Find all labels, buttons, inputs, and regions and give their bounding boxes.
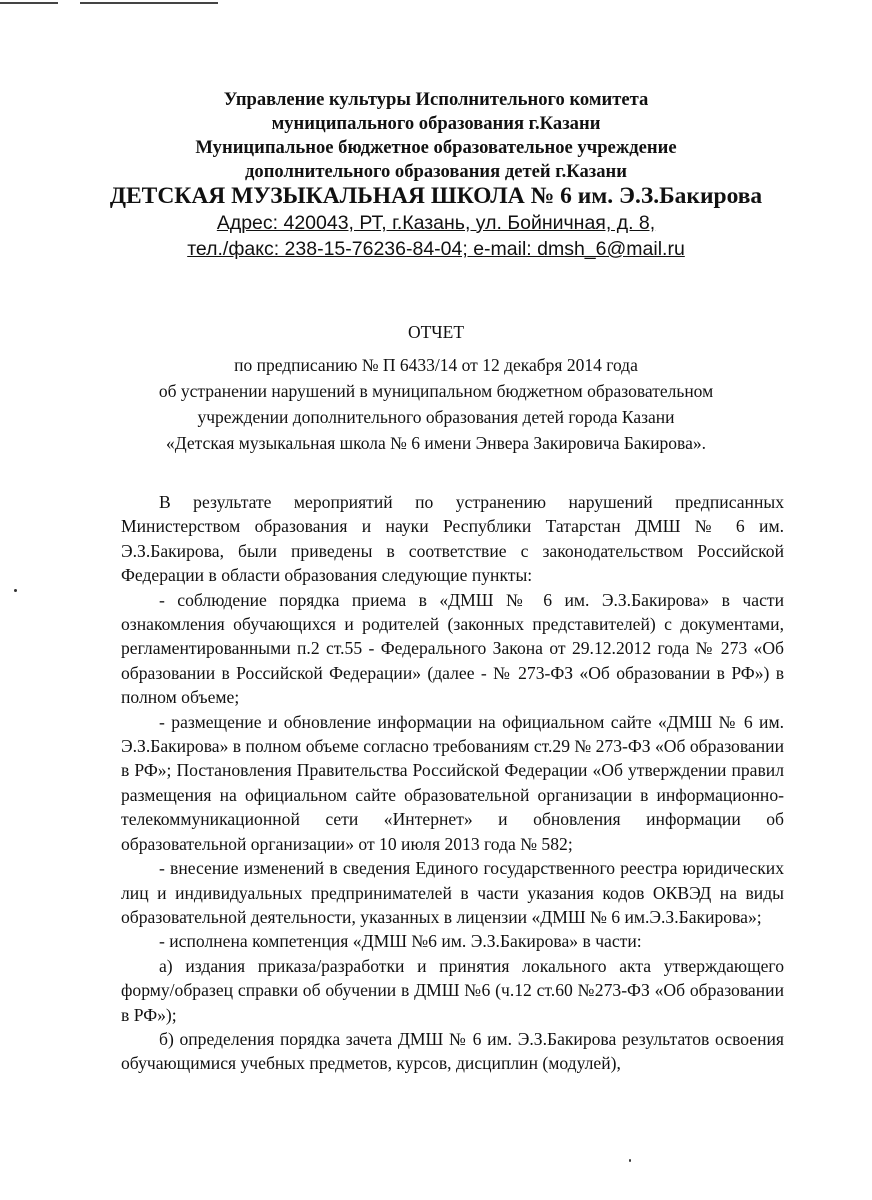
intro-paragraph: В результате мероприятий по устранению нарушений предписанных Министерством образования и науки Республики Татарстан ДМШ № 6 им. Э.З.Бакирова, были приведены в соответствие с законодательством Российской Федерации в области образования следующие пункты: <box>121 492 784 586</box>
report-body <box>121 490 784 1076</box>
scan-speck <box>629 1159 631 1162</box>
item-competence-a: а) издания приказа/разработки и принятия локального акта утверждающего форму/образец справки об обучении в ДМШ №6 (ч.12 ст.60 №273-ФЗ «Об образовании в РФ»); <box>121 955 784 1025</box>
letterhead <box>0 88 872 184</box>
report-subtitle-line: учреждении дополнительного образования детей города Казани <box>197 407 675 427</box>
report-title: ОТЧЕТ <box>407 322 465 342</box>
school-name: ДЕТСКАЯ МУЗЫКАЛЬНАЯ ШКОЛА № 6 им. Э.З.Бакирова <box>109 183 763 209</box>
item-competence: - исполнена компетенция «ДМШ №6 им. Э.З.Бакирова» в части: <box>159 931 642 952</box>
item-competence-b: б) определения порядка зачета ДМШ № 6 им. Э.З.Бакирова результатов освоения обучающимися учебных предметов, курсов, дисциплин (модулей), <box>121 1028 784 1074</box>
school-address: Адрес: 420043, РТ, г.Казань, ул. Бойничная, д. 8, <box>216 212 656 234</box>
scan-speck <box>14 589 17 592</box>
item-registry-changes: - внесение изменений в сведения Единого государственного реестра юридических лиц и индивидуальных предпринимателей в части указания кодов ОКВЭД на виды образовательной деятельности, указанных в лицензии «ДМШ № 6 им.Э.З.Бакирова»; <box>121 858 784 927</box>
letterhead-line-2: муниципального образования г.Казани <box>271 113 601 134</box>
report-subtitle-line: по предписанию № П 6433/14 от 12 декабря 2014 года <box>234 355 638 375</box>
letterhead-line-1: Управление культуры Исполнительного комитета <box>223 89 649 110</box>
scan-artifact-line <box>80 2 218 4</box>
school-contacts: тел./факс: 238-15-76236-84-04; e-mail: dmsh_6@mail.ru <box>187 238 685 260</box>
report-subtitle-line: об устранении нарушений в муниципальном бюджетном образовательном <box>158 381 714 401</box>
item-website-info: - размещение и обновление информации на официальном сайте «ДМШ № 6 им. Э.З.Бакирова» в полном объеме согласно требованиям ст.29 № 273-ФЗ «Об образовании в РФ»; Постановления Правительства Российской Федерации «Об утверждении правил размещения на официальном сайте образовательной организации в информационно-телекоммуникационной сети «Интернет» и обновления информации об образовательной организации» от 10 июля 2013 года № 582; <box>121 711 784 854</box>
report-subtitle <box>0 352 872 456</box>
scan-artifact-line <box>0 2 58 4</box>
report-subtitle-line: «Детская музыкальная школа № 6 имени Энвера Закировича Бакирова». <box>166 433 706 453</box>
letterhead-line-4: дополнительного образования детей г.Казани <box>245 161 627 182</box>
letterhead-line-3: Муниципальное бюджетное образовательное учреждение <box>195 137 677 158</box>
item-admission-order: - соблюдение порядка приема в «ДМШ № 6 им. Э.З.Бакирова» в части ознакомления обучающихся и родителей (законных представителей) с документами, регламентированными п.2 ст.55 - Федерального Закона от 29.12.2012 года № 273 «Об образовании в Российской Федерации» (далее - № 273-ФЗ «Об образовании в РФ») в полном объеме; <box>121 589 784 708</box>
